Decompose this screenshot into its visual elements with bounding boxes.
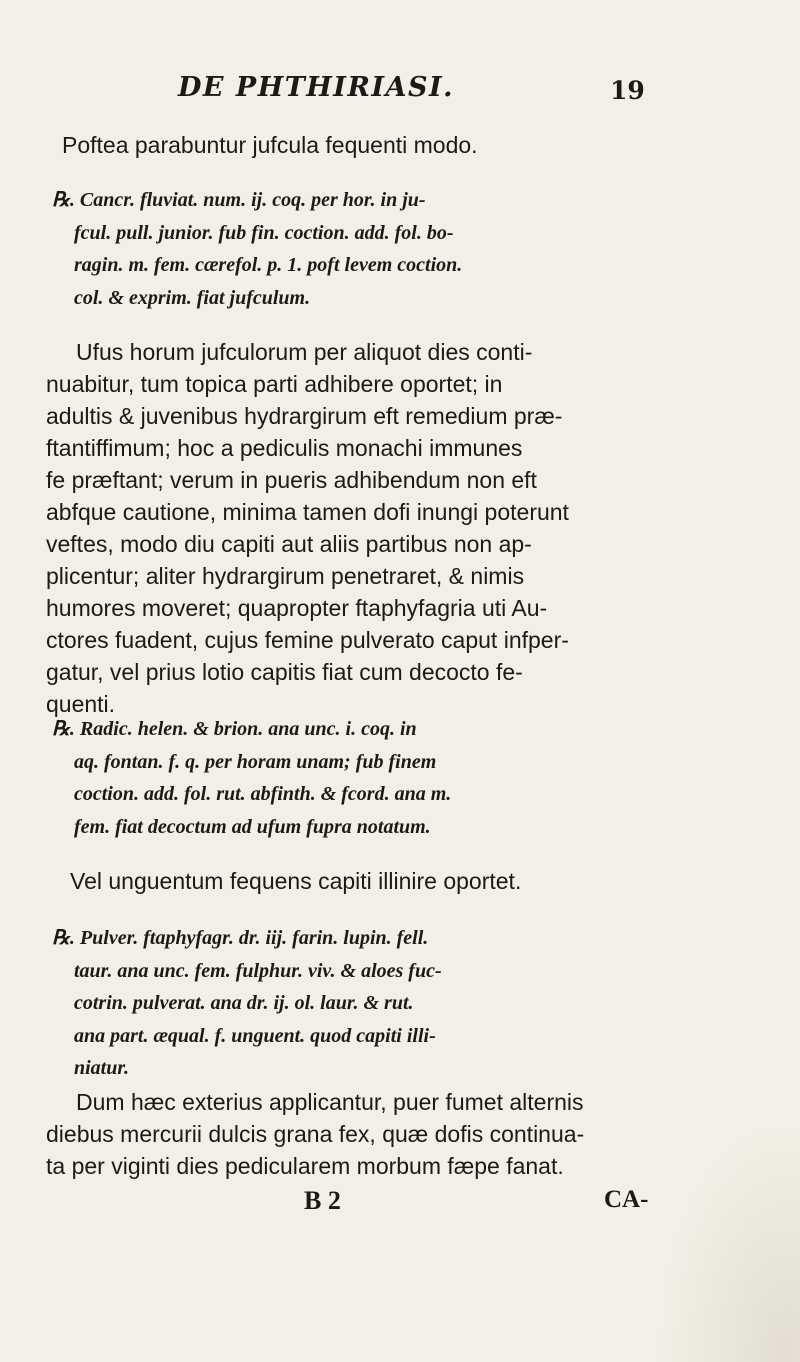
text-line: fe præftant; verum in pueris adhibendum non eft — [46, 467, 537, 493]
text-line: niatur. — [74, 1057, 130, 1079]
text-line: ℞. Radic. helen. & brion. ana unc. i. coq. in — [52, 718, 417, 740]
page-number: 19 — [610, 76, 645, 105]
signature-mark: B 2 — [304, 1186, 341, 1215]
text-line: ctores fuadent, cujus femine pulverato caput infper- — [46, 627, 569, 653]
text-line: humores moveret; quapropter ftaphyfagria uti Au- — [46, 595, 548, 621]
text-line: ℞. Pulver. ftaphyfagr. dr. iij. farin. lupin. fell. — [52, 927, 429, 949]
paragraph-ointment-intro — [46, 865, 686, 897]
text-line: Poftea parabuntur jufcula fequenti modo. — [62, 132, 478, 158]
paragraph-treatment — [46, 336, 686, 720]
text-line: ℞. Cancr. fluviat. num. ij. coq. per hor. in ju- — [52, 189, 426, 211]
paper-stain — [660, 1122, 800, 1362]
paragraph-mercury — [46, 1086, 686, 1182]
text-line: Dum hæc exterius applicantur, puer fumet alternis — [76, 1089, 584, 1115]
text-line: Vel unguentum fequens capiti illinire oportet. — [70, 868, 522, 894]
text-line: adultis & juvenibus hydrargirum eft remedium præ- — [46, 403, 563, 429]
text-line: abfque cautione, minima tamen dofi inungi poterunt — [46, 499, 569, 525]
running-title: DE PHTHIRIASI. — [178, 72, 454, 103]
paragraph-intro — [46, 129, 686, 161]
text-line: fcul. pull. junior. fub fin. coction. add. fol. bo- — [74, 221, 454, 244]
catchword: CA- — [604, 1186, 649, 1213]
text-line: ta per viginti dies pedicularem morbum fæpe fanat. — [46, 1153, 564, 1179]
text-line: col. & exprim. fiat jufculum. — [74, 286, 311, 309]
text-line: Ufus horum jufculorum per aliquot dies conti- — [76, 339, 533, 365]
text-line: ragin. m. fem. cærefol. p. 1. poft levem coction. — [74, 254, 463, 276]
recipe-decoction — [46, 713, 686, 843]
text-line: aq. fontan. f. q. per horam unam; fub finem — [74, 750, 437, 773]
text-line: plicentur; aliter hydrargirum penetraret, & nimis — [46, 563, 525, 589]
recipe-broth — [46, 184, 686, 314]
text-line: veftes, modo diu capiti aut aliis partibus non ap- — [46, 531, 532, 557]
text-line: diebus mercurii dulcis grana fex, quæ dofis continua- — [46, 1121, 585, 1147]
text-line: gatur, vel prius lotio capitis fiat cum decocto fe- — [46, 659, 523, 685]
text-line: ftantiffimum; hoc a pediculis monachi immunes — [46, 435, 523, 461]
text-line: nuabitur, tum topica parti adhibere oportet; in — [46, 371, 503, 397]
recipe-ointment — [46, 922, 686, 1085]
text-line: ana part. æqual. f. unguent. quod capiti illi- — [74, 1024, 436, 1047]
text-line: quenti. — [46, 691, 116, 717]
text-line: fem. fiat decoctum ad ufum fupra notatum. — [74, 815, 431, 838]
text-line: cotrin. pulverat. ana dr. ij. ol. laur. & rut. — [74, 992, 414, 1014]
text-line: taur. ana unc. fem. fulphur. viv. & aloes fuc- — [74, 959, 442, 982]
page-header — [0, 72, 800, 112]
text-line: coction. add. fol. rut. abfinth. & fcord. ana m. — [74, 783, 452, 805]
